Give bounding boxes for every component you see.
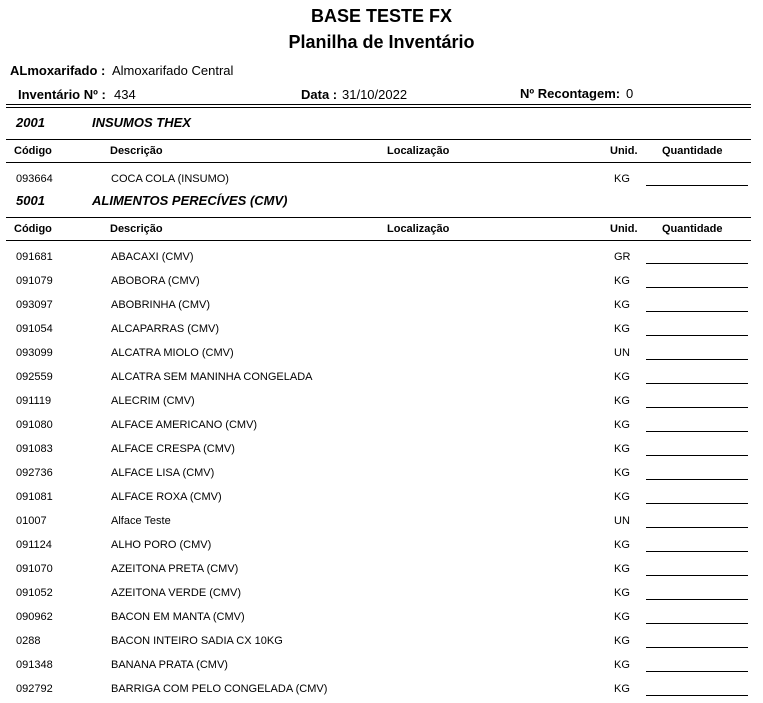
row-quantidade-line[interactable] xyxy=(646,263,748,264)
row-codigo: 091070 xyxy=(16,563,53,575)
row-quantidade-line[interactable] xyxy=(646,383,748,384)
row-codigo: 01007 xyxy=(16,515,47,527)
row-codigo: 090962 xyxy=(16,611,53,623)
row-codigo: 091054 xyxy=(16,323,53,335)
row-unid: KG xyxy=(614,563,630,575)
row-codigo: 091119 xyxy=(16,395,52,407)
almoxarifado-label: ALmoxarifado : xyxy=(10,63,106,78)
row-unid: KG xyxy=(614,491,630,503)
row-quantidade-line[interactable] xyxy=(646,335,748,336)
row-codigo: 0288 xyxy=(16,635,41,647)
row-descricao: ABOBRINHA (CMV) xyxy=(111,299,211,311)
row-quantidade-line[interactable] xyxy=(646,551,748,552)
row-unid: KG xyxy=(614,683,630,695)
row-codigo: 093664 xyxy=(16,173,53,185)
section-divider xyxy=(6,139,751,140)
row-unid: UN xyxy=(614,515,630,527)
row-unid: KG xyxy=(614,371,630,383)
row-quantidade-line[interactable] xyxy=(646,503,748,504)
row-codigo: 093097 xyxy=(16,299,53,311)
row-quantidade-line[interactable] xyxy=(646,311,748,312)
almoxarifado-value: Almoxarifado Central xyxy=(112,63,234,78)
row-codigo: 091681 xyxy=(16,251,53,263)
row-quantidade-line[interactable] xyxy=(646,287,748,288)
col-localizacao-header: Localização xyxy=(387,145,450,157)
row-codigo: 091348 xyxy=(16,659,53,671)
row-unid: KG xyxy=(614,635,630,647)
column-header-divider xyxy=(6,162,751,163)
row-unid: KG xyxy=(614,419,630,431)
row-quantidade-line[interactable] xyxy=(646,455,748,456)
section-divider xyxy=(6,217,751,218)
col-codigo-header: Código xyxy=(14,223,52,235)
row-descricao: AZEITONA PRETA (CMV) xyxy=(111,563,239,575)
col-quantidade-header: Quantidade xyxy=(662,223,723,235)
section-code: 2001 xyxy=(16,115,45,130)
row-unid: KG xyxy=(614,539,630,551)
row-descricao: ALFACE ROXA (CMV) xyxy=(111,491,222,503)
row-descricao: ALFACE AMERICANO (CMV) xyxy=(111,419,258,431)
data-label: Data : xyxy=(301,87,338,102)
row-quantidade-line[interactable] xyxy=(646,671,748,672)
row-codigo: 091079 xyxy=(16,275,53,287)
row-quantidade-line[interactable] xyxy=(646,185,748,186)
row-unid: KG xyxy=(614,467,630,479)
row-descricao: ALFACE LISA (CMV) xyxy=(111,467,215,479)
col-codigo-header: Código xyxy=(14,145,52,157)
col-quantidade-header: Quantidade xyxy=(662,145,723,157)
row-descricao: ABOBORA (CMV) xyxy=(111,275,200,287)
row-descricao: Alface Teste xyxy=(111,515,171,527)
row-descricao: BARRIGA COM PELO CONGELADA (CMV) xyxy=(111,683,328,695)
row-descricao: ALHO PORO (CMV) xyxy=(111,539,212,551)
row-descricao: AZEITONA VERDE (CMV) xyxy=(111,587,241,599)
row-codigo: 091124 xyxy=(16,539,52,551)
row-quantidade-line[interactable] xyxy=(646,695,748,696)
row-unid: KG xyxy=(614,395,630,407)
report-title: Planilha de Inventário xyxy=(288,32,475,52)
inventario-label: Inventário Nº : xyxy=(18,87,106,102)
header-divider-bottom xyxy=(6,107,751,108)
row-descricao: ABACAXI (CMV) xyxy=(111,251,194,263)
row-codigo: 091052 xyxy=(16,587,53,599)
data-value: 31/10/2022 xyxy=(342,87,408,102)
row-unid: KG xyxy=(614,659,630,671)
row-descricao: ALFACE CRESPA (CMV) xyxy=(111,443,235,455)
row-quantidade-line[interactable] xyxy=(646,623,748,624)
row-codigo: 093099 xyxy=(16,347,53,359)
header-divider-top xyxy=(6,104,751,105)
row-unid: KG xyxy=(614,443,630,455)
col-descricao-header: Descrição xyxy=(110,223,163,235)
row-codigo: 092559 xyxy=(16,371,53,383)
inventario-value: 434 xyxy=(114,87,136,102)
row-codigo: 091080 xyxy=(16,419,53,431)
row-descricao: ALECRIM (CMV) xyxy=(111,395,195,407)
row-descricao: ALCATRA MIOLO (CMV) xyxy=(111,347,234,359)
row-quantidade-line[interactable] xyxy=(646,431,748,432)
section-code: 5001 xyxy=(16,193,45,208)
row-codigo: 091083 xyxy=(16,443,53,455)
row-descricao: BANANA PRATA (CMV) xyxy=(111,659,228,671)
row-codigo: 092792 xyxy=(16,683,53,695)
row-quantidade-line[interactable] xyxy=(646,407,748,408)
row-quantidade-line[interactable] xyxy=(646,359,748,360)
recontagem-value: 0 xyxy=(626,86,634,101)
row-unid: KG xyxy=(614,323,630,335)
row-unid: UN xyxy=(614,347,630,359)
row-unid: KG xyxy=(614,611,630,623)
row-unid: KG xyxy=(614,299,630,311)
row-quantidade-line[interactable] xyxy=(646,647,748,648)
row-descricao: COCA COLA (INSUMO) xyxy=(111,173,229,185)
col-unid-header: Unid. xyxy=(610,145,638,157)
column-header-divider xyxy=(6,240,751,241)
row-descricao: BACON EM MANTA (CMV) xyxy=(111,611,245,623)
col-unid-header: Unid. xyxy=(610,223,638,235)
recontagem-label: Nº Recontagem: xyxy=(520,86,621,101)
section-name: INSUMOS THEX xyxy=(92,115,191,130)
row-unid: KG xyxy=(614,587,630,599)
col-descricao-header: Descrição xyxy=(110,145,163,157)
row-unid: KG xyxy=(614,275,630,287)
row-descricao: ALCAPARRAS (CMV) xyxy=(111,323,219,335)
row-quantidade-line[interactable] xyxy=(646,527,748,528)
row-descricao: BACON INTEIRO SADIA CX 10KG xyxy=(111,635,283,647)
row-unid: GR xyxy=(614,251,631,263)
row-descricao: ALCATRA SEM MANINHA CONGELADA xyxy=(111,371,313,383)
row-unid: KG xyxy=(614,173,630,185)
row-quantidade-line[interactable] xyxy=(646,575,748,576)
company-title: BASE TESTE FX xyxy=(310,6,453,26)
row-codigo: 092736 xyxy=(16,467,53,479)
row-codigo: 091081 xyxy=(16,491,53,503)
col-localizacao-header: Localização xyxy=(387,223,450,235)
section-name: ALIMENTOS PERECÍVES (CMV) xyxy=(92,193,288,208)
row-quantidade-line[interactable] xyxy=(646,479,748,480)
row-quantidade-line[interactable] xyxy=(646,599,748,600)
